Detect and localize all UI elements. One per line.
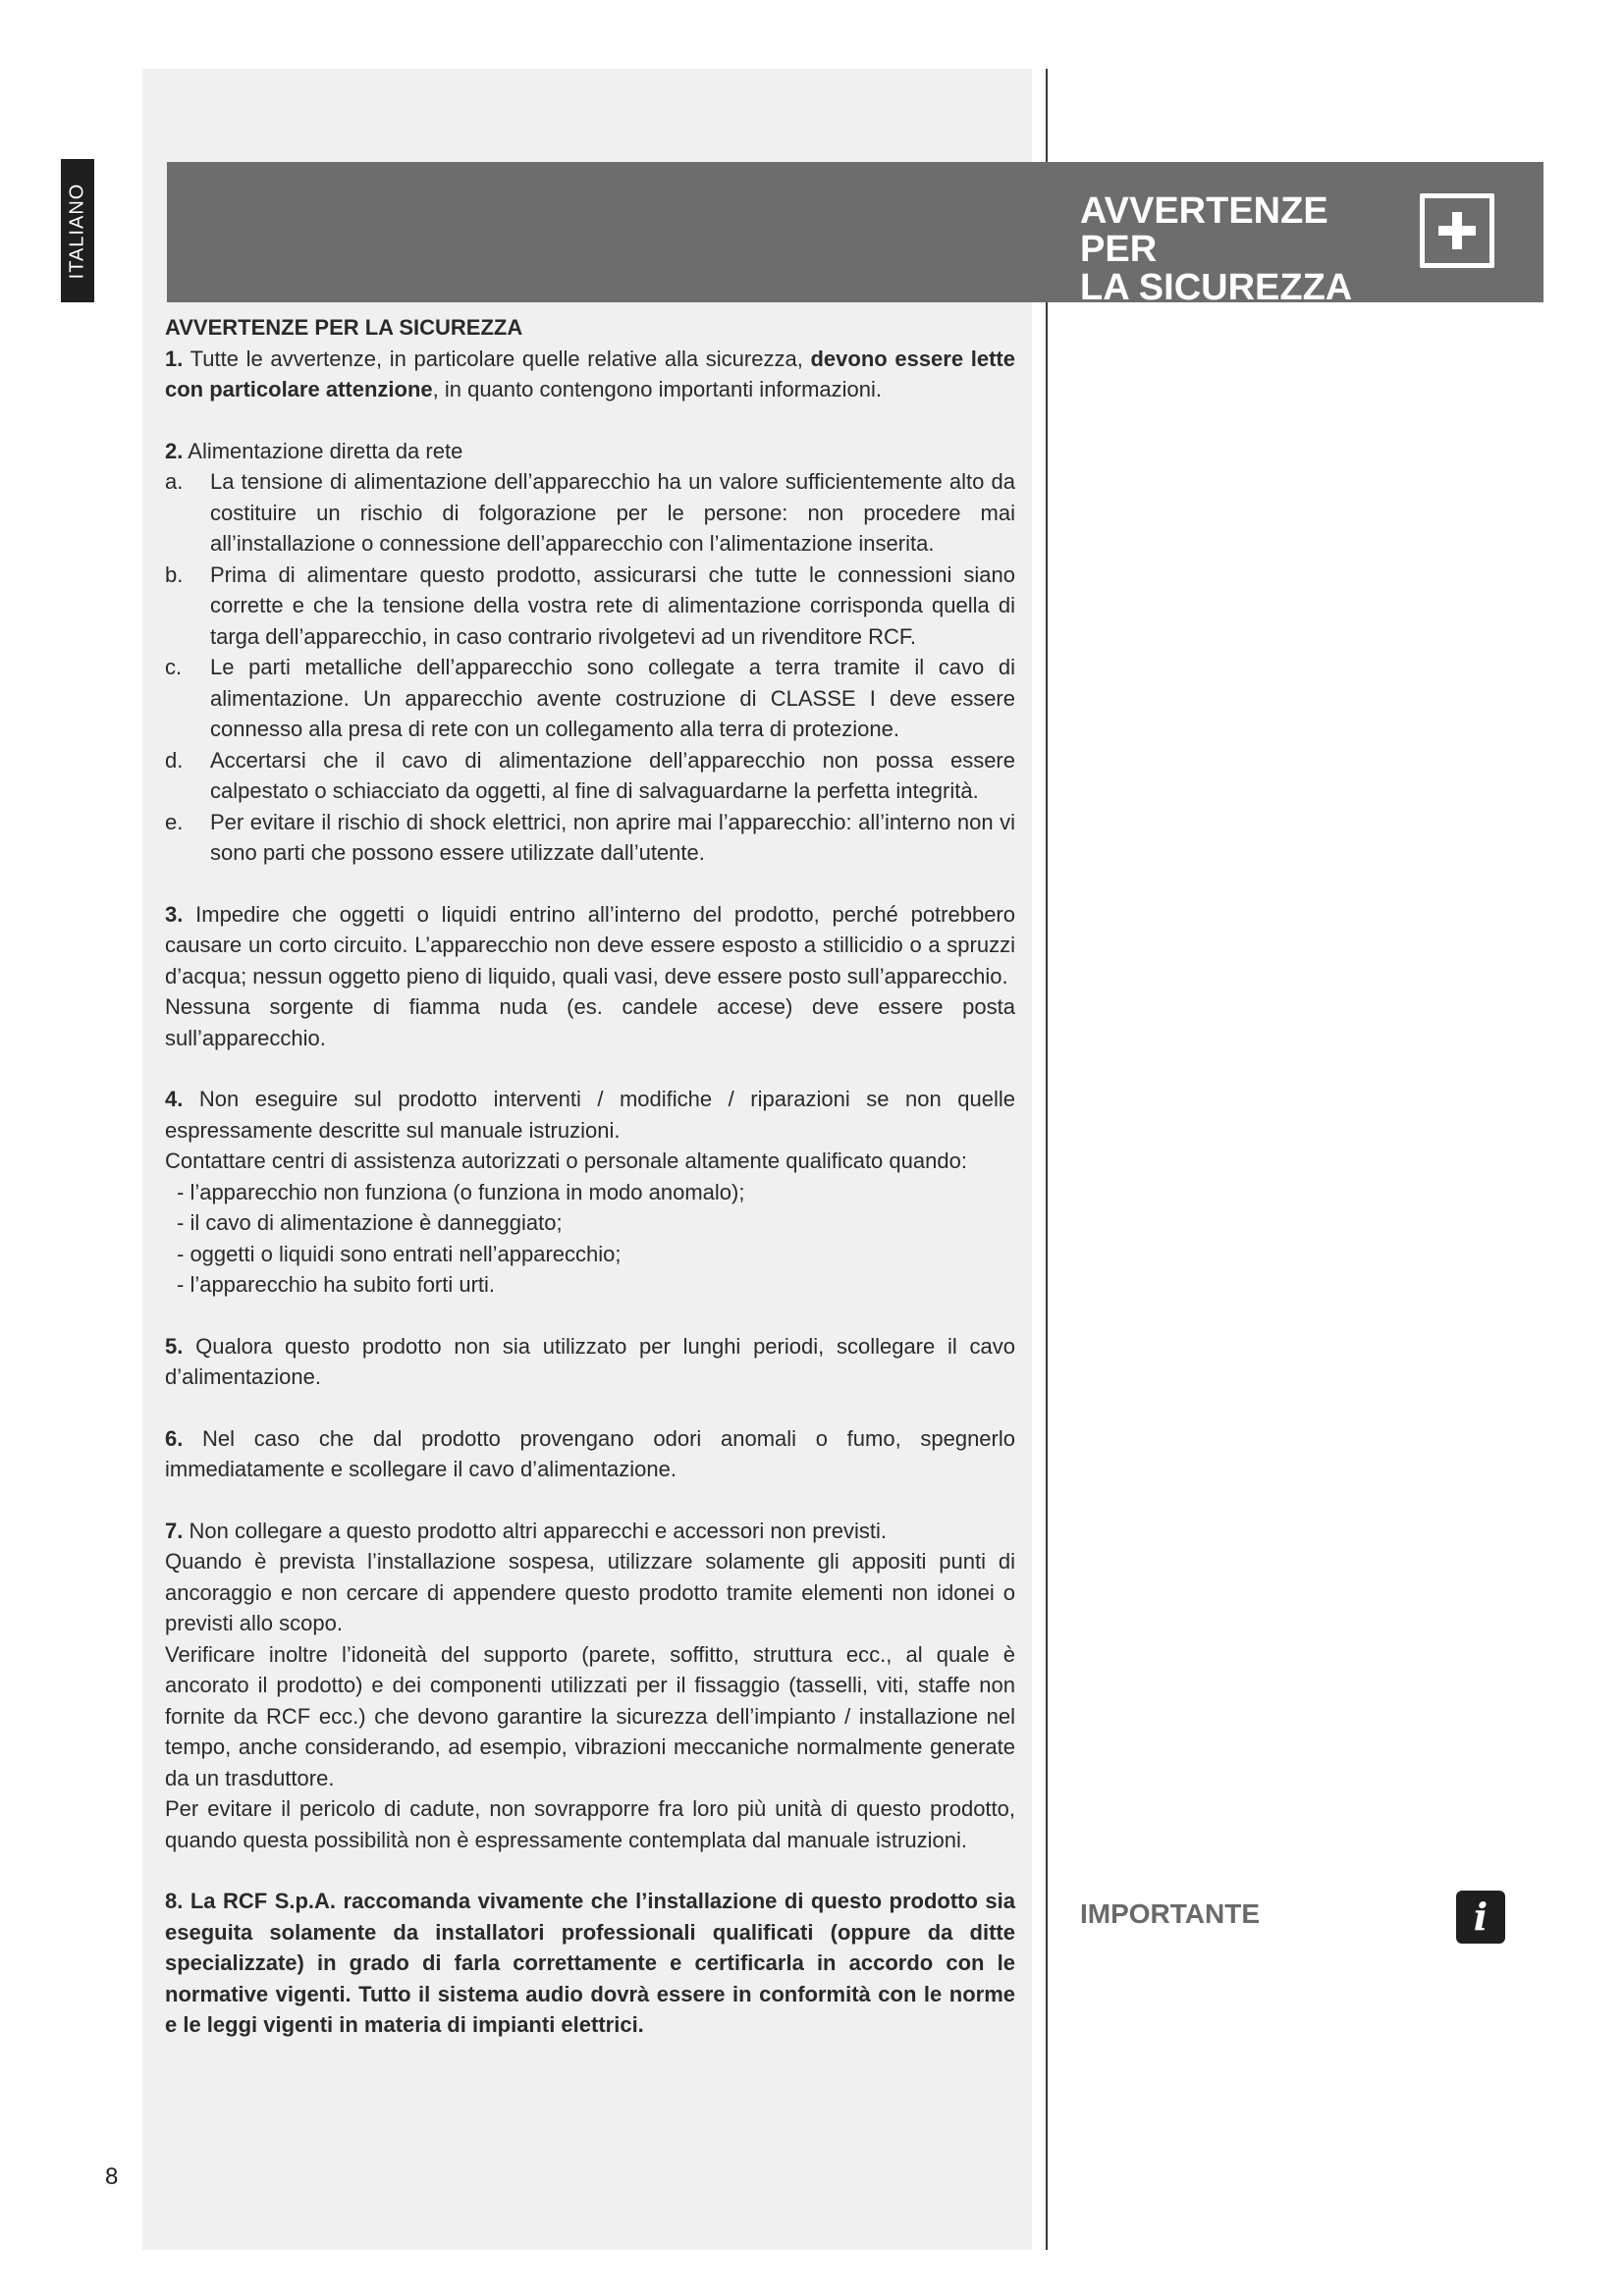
list-item: - l’apparecchio non funziona (o funziona in modo anomalo); bbox=[177, 1179, 745, 1204]
section-4-contact: Contattare centri di assistenza autorizzati o personale altamente qualificato quando: bbox=[165, 1148, 967, 1173]
section-7-para: Quando è prevista l’installazione sospesa, utilizzare solamente gli appositi punti di ancoraggio e non cercare di appendere questo prodotto tramite elementi non idonei o previsti allo scopo. bbox=[165, 1549, 1015, 1635]
header-title bbox=[1080, 192, 1404, 307]
section-3: 3. Impedire che oggetti o liquidi entrino all’interno del prodotto, perché potrebbero causare un corto circuito. L’apparecchio non deve essere esposto a stillicidio o a spruzzi d’acqua; nessun oggetto pieno di liquido, quali vasi, deve essere posto sull’apparecchio. bbox=[165, 901, 1015, 988]
header-title-line1: AVVERTENZE PER bbox=[1080, 190, 1328, 270]
language-tab-label: ITALIANO bbox=[66, 183, 88, 279]
section-7-para: Verificare inoltre l’idoneità del supporto (parete, soffitto, struttura ecc., al quale è ancorato il prodotto) e dei componenti utilizzati per il fissaggio (tasselli, viti, staffe non fornite da RCF ecc.) che devono garantire la sicurezza dell’impianto / installazione nel tempo, anche considerando, ad esempio, vibrazioni meccaniche normalmente generate da un trasduttore. bbox=[165, 1641, 1015, 1790]
section-4: 4. Non eseguire sul prodotto interventi / modifiche / riparazioni se non quelle espressamente descritte sul manuale istruzioni. bbox=[165, 1087, 1015, 1143]
section-7: 7. Non collegare a questo prodotto altri apparecchi e accessori non previsti. bbox=[165, 1518, 887, 1543]
section-6: 6. Nel caso che dal prodotto provengano odori anomali o fumo, spegnerlo immediatamente e scollegare il cavo d’alimentazione. bbox=[165, 1425, 1015, 1481]
section-7-para: Per evitare il pericolo di cadute, non sovrapporre fra loro più unità di questo prodotto, quando questa possibilità non è espressamente contemplata dal manuale istruzioni. bbox=[165, 1796, 1015, 1852]
page-number: 8 bbox=[105, 2163, 119, 2190]
safety-text bbox=[165, 312, 1015, 2041]
list-item: - oggetti o liquidi sono entrati nell’apparecchio; bbox=[177, 1241, 622, 1266]
section-8: 8. La RCF S.p.A. raccomanda vivamente che l’installazione di questo prodotto sia eseguita solamente da installatori professionali qualificati (oppure da ditte specializzate) in grado di farla correttamente e certificarla in accordo con le normative vigenti. Tutto il sistema audio dovrà essere in conformità con le norme e le leggi vigenti in materia di impianti elettrici. bbox=[165, 1889, 1015, 2037]
list-item: e. Per evitare il rischio di shock elettrici, non aprire mai l’apparecchio: all’interno non vi sono parti che possono essere utilizzate dall’utente. bbox=[165, 809, 1015, 865]
first-aid-cross-icon bbox=[1420, 193, 1494, 268]
list-item: b. Prima di alimentare questo prodotto, assicurarsi che tutte le connessioni siano corrette e che la tensione della vostra rete di alimentazione corrisponda quella di targa dell’apparecchio, in caso contrario rivolgetevi ad un rivenditore RCF. bbox=[165, 561, 1015, 649]
list-item: c. Le parti metalliche dell’apparecchio sono collegate a terra tramite il cavo di alimentazione. Un apparecchio avente costruzione di CLASSE I deve essere connesso alla presa di rete con un collegamento alla terra di protezione. bbox=[165, 655, 1015, 741]
section-2-title: 2. Alimentazione diretta da rete bbox=[165, 438, 463, 463]
section-heading: AVVERTENZE PER LA SICUREZZA bbox=[165, 315, 523, 340]
header-title-line2: LA SICUREZZA bbox=[1080, 267, 1353, 308]
column-divider bbox=[1046, 69, 1048, 2250]
info-icon: i bbox=[1456, 1891, 1505, 1944]
section-3-note: Nessuna sorgente di fiamma nuda (es. candele accese) deve essere posta sull’apparecchio. bbox=[165, 994, 1015, 1050]
list-item: a. La tensione di alimentazione dell’apparecchio ha un valore sufficientemente alto da costituire un rischio di folgorazione per le persone: non procedere mai all’installazione o connessione dell’apparecchio con l’alimentazione inserita. bbox=[165, 469, 1015, 556]
section-5: 5. Qualora questo prodotto non sia utilizzato per lunghi periodi, scollegare il cavo d’alimentazione. bbox=[165, 1333, 1015, 1389]
language-tab bbox=[61, 159, 94, 302]
list-item: d. Accertarsi che il cavo di alimentazione dell’apparecchio non possa essere calpestato o schiacciato da oggetti, al fine di salvaguardarne la perfetta integrità. bbox=[165, 747, 1015, 803]
list-item: - il cavo di alimentazione è danneggiato; bbox=[177, 1210, 563, 1235]
section-1: 1. Tutte le avvertenze, in particolare quelle relative alla sicurezza, devono essere lette con particolare attenzione, in quanto contengono importanti informazioni. bbox=[165, 346, 1015, 401]
list-item: - l’apparecchio ha subito forti urti. bbox=[177, 1272, 496, 1297]
importante-label: IMPORTANTE bbox=[1080, 1898, 1261, 1929]
